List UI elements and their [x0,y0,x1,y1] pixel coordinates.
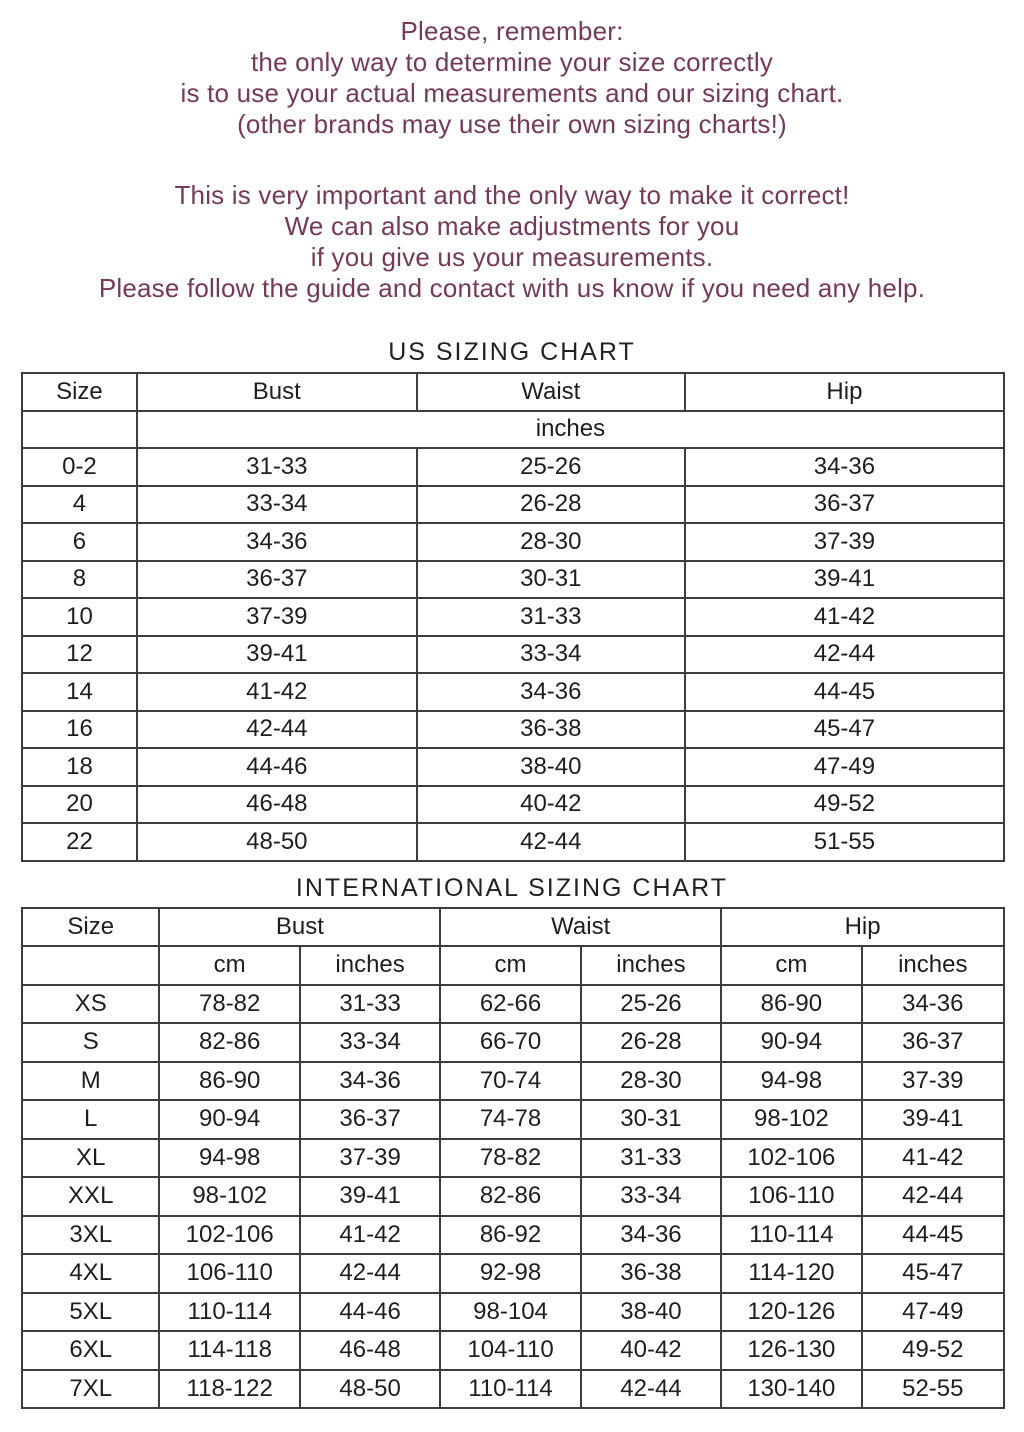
measurement-cell: 98-102 [721,1100,861,1139]
measurement-cell: 39-41 [862,1100,1004,1139]
measurement-cell: 34-36 [685,448,1004,486]
measurement-cell: 114-120 [721,1254,861,1293]
measurement-cell: 28-30 [581,1062,721,1101]
measurement-cell: 42-44 [137,711,417,749]
intro-paragraph-1 [0,0,1024,140]
measurement-cell: 25-26 [581,985,721,1024]
column-header-bust: Bust [137,373,417,411]
measurement-cell: 82-86 [159,1023,299,1062]
column-header-hip: Hip [721,908,1004,947]
measurement-cell: 120-126 [721,1293,861,1332]
column-header-waist: Waist [417,373,685,411]
measurement-cell: 34-36 [862,985,1004,1024]
measurement-cell: 44-45 [862,1216,1004,1255]
table-row [22,985,1004,1024]
measurement-cell: 42-44 [300,1254,440,1293]
measurement-cell: 40-42 [417,786,685,824]
measurement-cell: 26-28 [581,1023,721,1062]
table-row [22,1177,1004,1216]
measurement-cell: 98-104 [440,1293,580,1332]
measurement-cell: 66-70 [440,1023,580,1062]
measurement-cell: 42-44 [862,1177,1004,1216]
measurement-cell: 78-82 [440,1139,580,1178]
intl-header-row [22,908,1004,947]
measurement-cell: 102-106 [721,1139,861,1178]
measurement-cell: 38-40 [417,748,685,786]
measurement-cell: 90-94 [159,1100,299,1139]
measurement-cell: 110-114 [159,1293,299,1332]
intro-line: We can also make adjustments for you [284,211,740,241]
table-row [22,1023,1004,1062]
measurement-cell: 86-92 [440,1216,580,1255]
measurement-cell: 28-30 [417,523,685,561]
measurement-cell: 45-47 [862,1254,1004,1293]
measurement-cell: 33-34 [581,1177,721,1216]
measurement-cell: 98-102 [159,1177,299,1216]
size-cell: 4 [22,486,137,524]
unit-label-cm: cm [159,946,299,985]
measurement-cell: 94-98 [159,1139,299,1178]
measurement-cell: 36-37 [862,1023,1004,1062]
measurement-cell: 52-55 [862,1370,1004,1409]
measurement-cell: 41-42 [862,1139,1004,1178]
measurement-cell: 110-114 [440,1370,580,1409]
intro-line: is to use your actual measurements and our sizing chart. [180,78,844,108]
measurement-cell: 34-36 [581,1216,721,1255]
unit-label-inches: inches [581,946,721,985]
intl-sizing-table [21,907,1005,1410]
table-row [22,561,1004,599]
measurement-cell: 47-49 [685,748,1004,786]
measurement-cell: 110-114 [721,1216,861,1255]
size-cell: 18 [22,748,137,786]
measurement-cell: 41-42 [300,1216,440,1255]
measurement-cell: 74-78 [440,1100,580,1139]
measurement-cell: 42-44 [685,636,1004,674]
empty-cell [22,411,137,449]
column-header-waist: Waist [440,908,721,947]
measurement-cell: 49-52 [685,786,1004,824]
column-header-bust: Bust [159,908,440,947]
measurement-cell: 36-37 [137,561,417,599]
measurement-cell: 44-45 [685,673,1004,711]
intro-line: (other brands may use their own sizing charts!) [237,109,787,139]
measurement-cell: 106-110 [721,1177,861,1216]
measurement-cell: 38-40 [581,1293,721,1332]
measurement-cell: 44-46 [300,1293,440,1332]
measurement-cell: 31-33 [137,448,417,486]
us-header-row [22,373,1004,411]
intro-line: the only way to determine your size correctly [251,47,773,77]
measurement-cell: 90-94 [721,1023,861,1062]
table-row [22,823,1004,861]
size-cell: XXL [22,1177,159,1216]
measurement-cell: 102-106 [159,1216,299,1255]
size-cell: 0-2 [22,448,137,486]
measurement-cell: 40-42 [581,1331,721,1370]
measurement-cell: 37-39 [300,1139,440,1178]
size-cell: 5XL [22,1293,159,1332]
measurement-cell: 62-66 [440,985,580,1024]
measurement-cell: 70-74 [440,1062,580,1101]
measurement-cell: 39-41 [137,636,417,674]
measurement-cell: 41-42 [137,673,417,711]
measurement-cell: 46-48 [300,1331,440,1370]
size-cell: 4XL [22,1254,159,1293]
measurement-cell: 33-34 [300,1023,440,1062]
measurement-cell: 44-46 [137,748,417,786]
intl-unit-row [22,946,1004,985]
us-sizing-table [21,372,1005,862]
measurement-cell: 34-36 [137,523,417,561]
unit-label-cm: cm [721,946,861,985]
measurement-cell: 86-90 [721,985,861,1024]
measurement-cell: 130-140 [721,1370,861,1409]
unit-label-inches: inches [862,946,1004,985]
table-row [22,1216,1004,1255]
table-row [22,1139,1004,1178]
measurement-cell: 26-28 [417,486,685,524]
measurement-cell: 33-34 [417,636,685,674]
measurement-cell: 36-38 [581,1254,721,1293]
measurement-cell: 92-98 [440,1254,580,1293]
unit-label-cm: cm [440,946,580,985]
measurement-cell: 31-33 [300,985,440,1024]
measurement-cell: 45-47 [685,711,1004,749]
size-cell: XL [22,1139,159,1178]
measurement-cell: 126-130 [721,1331,861,1370]
measurement-cell: 30-31 [581,1100,721,1139]
table-row [22,1254,1004,1293]
measurement-cell: 86-90 [159,1062,299,1101]
size-cell: XS [22,985,159,1024]
intro-line: if you give us your measurements. [310,242,714,272]
measurement-cell: 104-110 [440,1331,580,1370]
measurement-cell: 36-38 [417,711,685,749]
unit-label: inches [137,411,1004,449]
intro-paragraph-2 [0,180,1024,304]
measurement-cell: 30-31 [417,561,685,599]
measurement-cell: 37-39 [137,598,417,636]
measurement-cell: 25-26 [417,448,685,486]
measurement-cell: 31-33 [417,598,685,636]
us-chart-title: US SIZING CHART [388,338,636,366]
measurement-cell: 46-48 [137,786,417,824]
measurement-cell: 31-33 [581,1139,721,1178]
measurement-cell: 114-118 [159,1331,299,1370]
intl-chart-title: INTERNATIONAL SIZING CHART [295,873,729,902]
intro-line: Please follow the guide and contact with us know if you need any help. [98,273,926,303]
size-cell: 12 [22,636,137,674]
size-cell: 6 [22,523,137,561]
measurement-cell: 118-122 [159,1370,299,1409]
measurement-cell: 36-37 [300,1100,440,1139]
size-cell: S [22,1023,159,1062]
empty-cell [22,946,159,985]
size-cell: 7XL [22,1370,159,1409]
table-row [22,711,1004,749]
column-header-size: Size [22,373,137,411]
us-unit-row [22,411,1004,449]
measurement-cell: 48-50 [300,1370,440,1409]
table-row [22,1293,1004,1332]
measurement-cell: 34-36 [300,1062,440,1101]
measurement-cell: 82-86 [440,1177,580,1216]
measurement-cell: 36-37 [685,486,1004,524]
table-row [22,786,1004,824]
size-cell: M [22,1062,159,1101]
table-row [22,673,1004,711]
measurement-cell: 42-44 [417,823,685,861]
measurement-cell: 106-110 [159,1254,299,1293]
unit-label-inches: inches [300,946,440,985]
column-header-size: Size [22,908,159,947]
measurement-cell: 33-34 [137,486,417,524]
table-row [22,486,1004,524]
table-row [22,636,1004,674]
measurement-cell: 94-98 [721,1062,861,1101]
measurement-cell: 48-50 [137,823,417,861]
size-cell: 3XL [22,1216,159,1255]
intro-line: This is very important and the only way to make it correct! [174,180,850,210]
measurement-cell: 39-41 [300,1177,440,1216]
measurement-cell: 37-39 [862,1062,1004,1101]
table-row [22,1062,1004,1101]
size-cell: 10 [22,598,137,636]
measurement-cell: 37-39 [685,523,1004,561]
table-row [22,1100,1004,1139]
measurement-cell: 47-49 [862,1293,1004,1332]
measurement-cell: 42-44 [581,1370,721,1409]
table-row [22,1331,1004,1370]
size-cell: 6XL [22,1331,159,1370]
size-cell: 20 [22,786,137,824]
measurement-cell: 41-42 [685,598,1004,636]
measurement-cell: 39-41 [685,561,1004,599]
measurement-cell: 49-52 [862,1331,1004,1370]
size-cell: L [22,1100,159,1139]
size-cell: 8 [22,561,137,599]
size-cell: 22 [22,823,137,861]
measurement-cell: 78-82 [159,985,299,1024]
column-header-hip: Hip [685,373,1004,411]
table-row [22,748,1004,786]
measurement-cell: 34-36 [417,673,685,711]
table-row [22,523,1004,561]
table-row [22,1370,1004,1409]
intro-line: Please, remember: [400,16,624,46]
table-row [22,598,1004,636]
table-row [22,448,1004,486]
size-cell: 14 [22,673,137,711]
size-cell: 16 [22,711,137,749]
measurement-cell: 51-55 [685,823,1004,861]
